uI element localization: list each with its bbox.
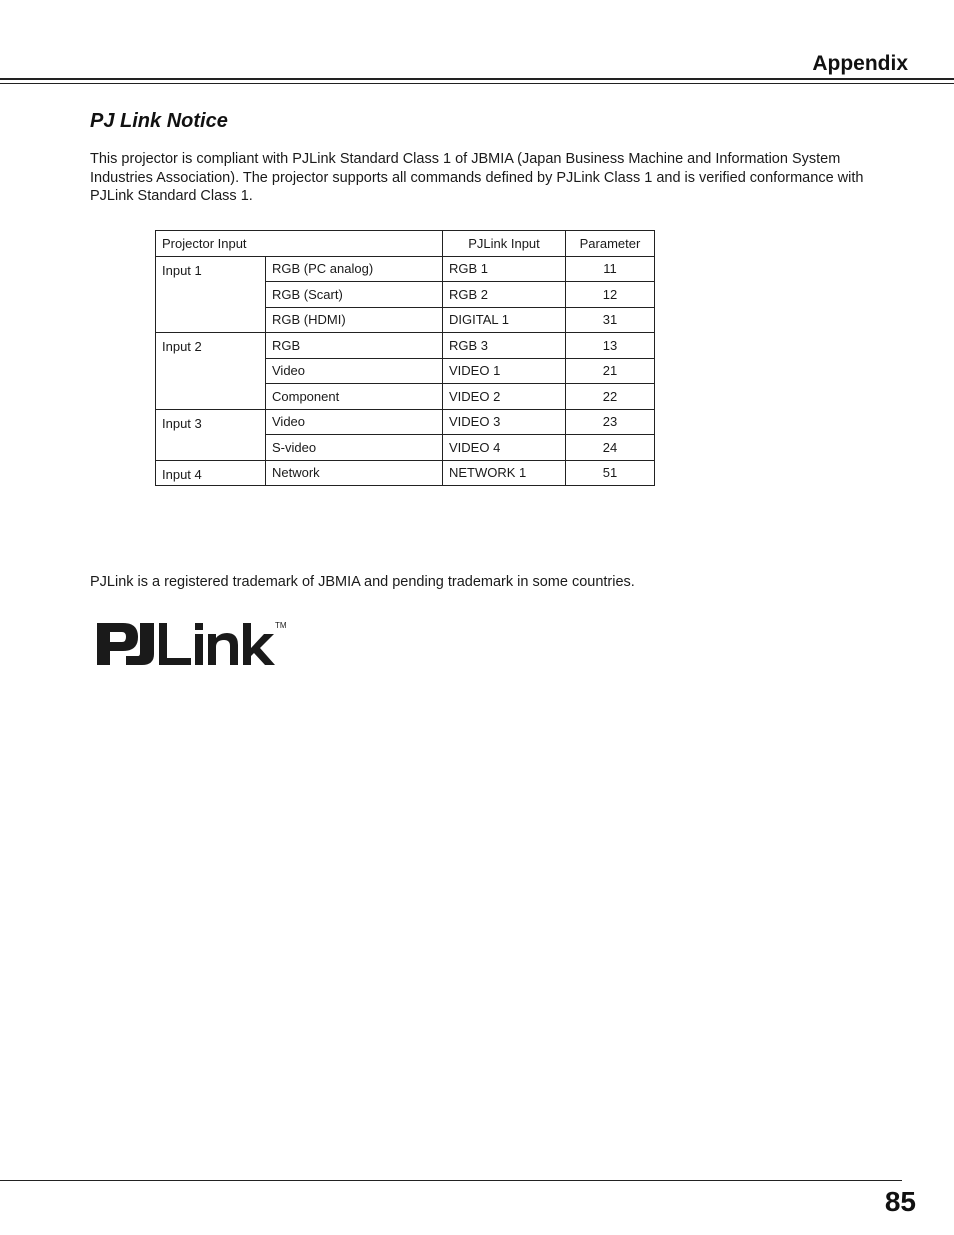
pjlink-logo bbox=[96, 618, 296, 675]
table-row bbox=[156, 460, 655, 486]
pjlink-cell: NETWORK 1 bbox=[443, 460, 566, 486]
pjlink-cell: DIGITAL 1 bbox=[443, 307, 566, 333]
trademark-note: PJLink is a registered trademark of JBMIA and pending trademark in some countries. bbox=[90, 574, 635, 590]
source-cell: RGB bbox=[266, 333, 443, 359]
source-cell: RGB (Scart) bbox=[266, 282, 443, 308]
source-cell: RGB (HDMI) bbox=[266, 307, 443, 333]
parameter-cell: 23 bbox=[566, 409, 655, 435]
parameter-cell: 24 bbox=[566, 435, 655, 461]
pjlink-input-table bbox=[155, 230, 655, 486]
parameter-cell: 51 bbox=[566, 460, 655, 486]
intro-paragraph: This projector is compliant with PJLink Standard Class 1 of JBMIA (Japan Business Machine and Information System Industries Association). The projector supports all commands defined by PJLink Class 1 and is verified conformance with PJLink Standard Class 1. bbox=[90, 151, 864, 204]
pjlink-cell: VIDEO 4 bbox=[443, 435, 566, 461]
source-cell: RGB (PC analog) bbox=[266, 256, 443, 282]
parameter-cell: 13 bbox=[566, 333, 655, 359]
source-cell: Network bbox=[266, 460, 443, 486]
table-header-row bbox=[156, 231, 655, 257]
source-cell: Component bbox=[266, 384, 443, 410]
footer-rule bbox=[0, 1180, 902, 1181]
page-title: PJ Link Notice bbox=[90, 110, 228, 132]
pjlink-cell: RGB 1 bbox=[443, 256, 566, 282]
pjlink-logo-mark bbox=[96, 618, 296, 670]
pjlink-cell: VIDEO 3 bbox=[443, 409, 566, 435]
pjlink-cell: RGB 2 bbox=[443, 282, 566, 308]
input-group-label: Input 4 bbox=[156, 460, 266, 486]
table-row bbox=[156, 409, 655, 435]
table-row bbox=[156, 256, 655, 282]
input-group-label: Input 3 bbox=[156, 409, 266, 460]
input-group-label: Input 2 bbox=[156, 333, 266, 410]
pjlink-cell: RGB 3 bbox=[443, 333, 566, 359]
parameter-cell: 11 bbox=[566, 256, 655, 282]
header-pjlink-input: PJLink Input bbox=[443, 231, 566, 257]
pjlink-logo-shape bbox=[97, 623, 275, 665]
header-projector-input: Projector Input bbox=[156, 231, 443, 257]
input-group-label: Input 1 bbox=[156, 256, 266, 333]
trademark-symbol: TM bbox=[275, 621, 287, 630]
header-parameter: Parameter bbox=[566, 231, 655, 257]
parameter-cell: 21 bbox=[566, 358, 655, 384]
parameter-cell: 31 bbox=[566, 307, 655, 333]
parameter-cell: 22 bbox=[566, 384, 655, 410]
page-number: 85 bbox=[884, 1186, 916, 1217]
parameter-cell: 12 bbox=[566, 282, 655, 308]
table-row bbox=[156, 333, 655, 359]
source-cell: Video bbox=[266, 409, 443, 435]
source-cell: Video bbox=[266, 358, 443, 384]
pjlink-cell: VIDEO 2 bbox=[443, 384, 566, 410]
pjlink-cell: VIDEO 1 bbox=[443, 358, 566, 384]
section-label: Appendix bbox=[812, 52, 908, 75]
header-rule bbox=[0, 78, 954, 84]
source-cell: S-video bbox=[266, 435, 443, 461]
